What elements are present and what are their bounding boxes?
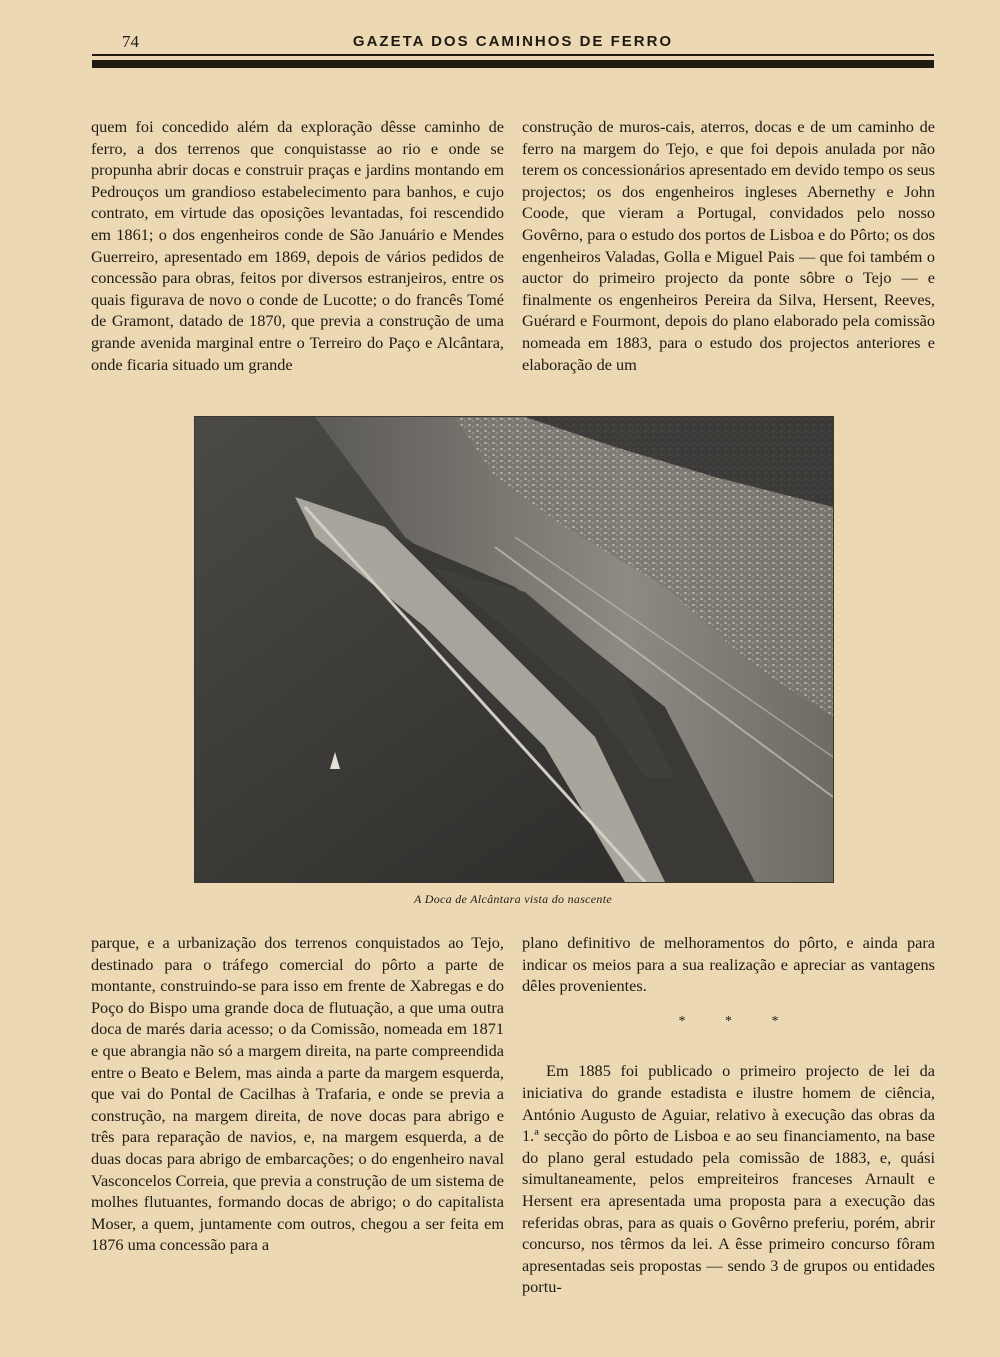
- paragraph-bottom-left: parque, e a urbanização dos terrenos conquistados ao Tejo, destinado para o tráfego comercial do pôrto a parte de montante, construindo-se para isso em frente de Xabregas e do Poço do Bispo uma grande doca de flutuação, a que uma outra doca de marés daria acesso; o da Comissão, nomeada em 1871 e que abrangia não só a margem direita, na parte compreendida entre o Beato e Belem, mas ainda a parte da margem esquerda, que vai do Pontal de Cacilhas à Trafaria, e onde se previa a construção, na margem direita, de nove docas para abrigo e três para reparação de navios, e, na margem esquerda, a de duas docas para abrigo de embarcações; o do engenheiro naval Vasconcelos Correia, que previa a construção de um sistema de molhes flutuantes, formando docas de abrigo; o do capitalista Moser, a quem, juntamente com outros, chegou a ser feita em 1876 uma concessão para a: [91, 933, 504, 1255]
- column-bottom-right: [522, 932, 935, 1298]
- page-header: [92, 30, 934, 52]
- paragraph-top-left: quem foi concedido além da exploração dêsse caminho de ferro, a dos terrenos que conquistasse ao rio e onde se propunha abrir docas e construir praças e jardins montando em Pedrouços um grandioso estabelecimento para banhos, e cujo contrato, em virtude das oposições levantadas, foi rescendido em 1861; o dos engenheiros conde de São Januário e Mendes Guerreiro, apresentado em 1869, depois de vários pedidos de concessão para obras, feitos por diversos estranjeiros, entre os quais figurava de novo o conde de Lucotte; o do francês Tomé de Gramont, datado de 1870, que previa a construção de uma grande avenida marginal entre o Terreiro do Paço e Alcântara, onde ficaria situado um grande: [91, 117, 504, 374]
- harbor-aerial-illustration: [195, 417, 833, 882]
- header-rule-thin: [92, 54, 934, 56]
- page-number: 74: [122, 32, 139, 51]
- column-top-left: [91, 116, 504, 375]
- section-separator: * * *: [678, 1013, 797, 1029]
- column-top-right: [522, 116, 935, 375]
- paragraph-top-right: construção de muros-cais, aterros, docas e de um caminho de ferro na margem do Tejo, e que foi depois anulada por não terem os concessionários apresentado em devido tempo os seus projectos; os dos engenheiros ingleses Abernethy e John Coode, que vieram a Portugal, convidados pelo nosso Govêrno, para o estudo dos portos de Lisboa e do Pôrto; os dos engenheiros Valadas, Golla e Miguel Pais — que foi também o auctor do primeiro projecto da ponte sôbre o Tejo — e finalmente os engenheiros Pereira da Silva, Hersent, Reeves, Guérard e Fourmont, depois do plano elaborado pela comissão nomeada em 1883, para o estudo dos projectos anteriores e elaboração de um: [522, 117, 935, 374]
- column-bottom-left: [91, 932, 504, 1256]
- paragraph-bottom-right-2: Em 1885 foi publicado o primeiro projecto de lei da iniciativa do grande estadista e ilustre homem de ciência, António Augusto de Aguiar, relativo à execução das obras da 1.ª secção do pôrto de Lisboa e ao seu financiamento, na base do plano geral estudado pela comissão de 1883, e, quási simultaneamente, pelos empreiteiros franceses Arnault e Hersent era apresentada uma proposta para a execução das referidas obras, para as quais o Govêrno preferiu, porém, abrir concurso, nos têrmos da lei. A êsse primeiro concurso fôram apresentadas seis propostas — sendo 3 de grupos ou entidades portu-: [522, 1061, 935, 1297]
- photo-caption: A Doca de Alcântara vista do nascente: [414, 892, 612, 906]
- harbor-aerial-photo: [195, 417, 833, 882]
- header-rule-thick: [92, 60, 934, 68]
- paragraph-bottom-right-1: plano definitivo de melhoramentos do pôrto, e ainda para indicar os meios para a sua realização e apreciar as vantagens dêles provenientes.: [522, 933, 935, 996]
- journal-title: GAZETA DOS CAMINHOS DE FERRO: [352, 33, 674, 50]
